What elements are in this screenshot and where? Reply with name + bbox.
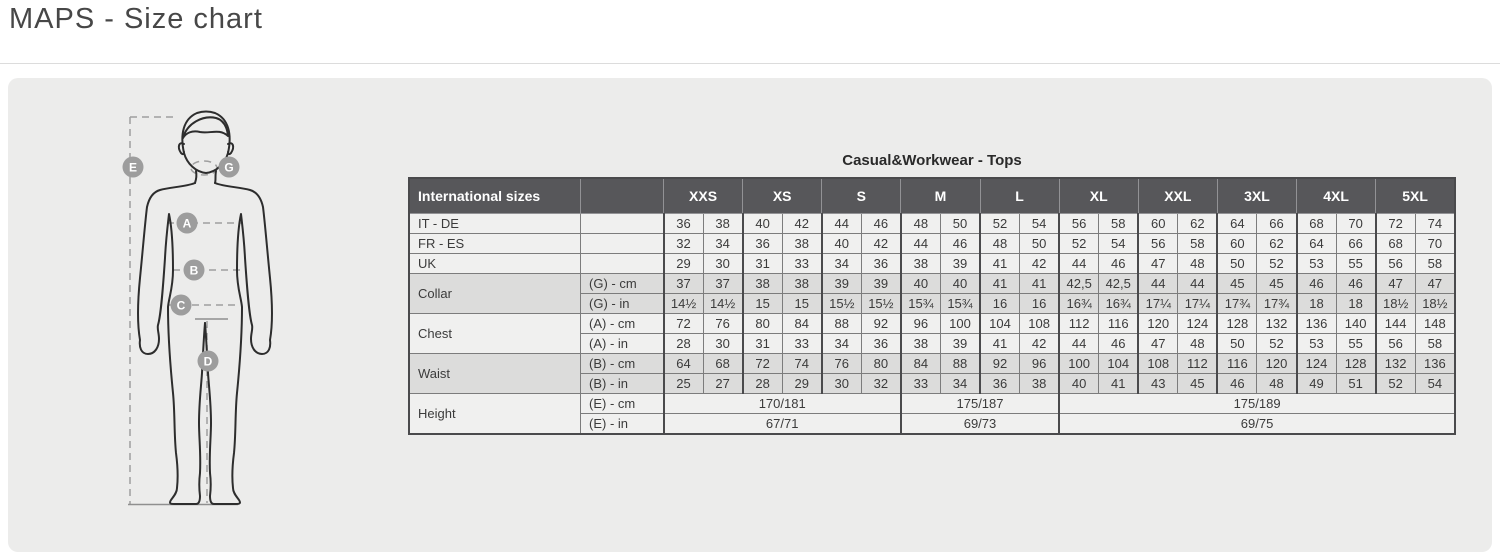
size-value: 52	[1257, 254, 1297, 274]
chest-marker	[177, 213, 198, 234]
size-value: 38	[743, 274, 783, 294]
size-value: 128	[1336, 354, 1376, 374]
size-value: 120	[1257, 354, 1297, 374]
size-value: 17¾	[1257, 294, 1297, 314]
size-row	[409, 274, 1455, 294]
size-value: 36	[664, 214, 704, 234]
size-value: 41	[980, 254, 1020, 274]
unit-label	[581, 254, 664, 274]
size-value: 15¾	[901, 294, 941, 314]
size-value: 30	[703, 254, 743, 274]
inseam-marker-label: D	[203, 354, 213, 369]
chest-marker-label: A	[182, 216, 192, 231]
size-value: 27	[703, 374, 743, 394]
size-header-l: L	[980, 178, 1059, 214]
waist-marker-label: B	[189, 263, 199, 278]
size-value: 15	[743, 294, 783, 314]
size-value: 76	[822, 354, 862, 374]
size-value: 41	[1099, 374, 1139, 394]
size-value: 46	[1217, 374, 1257, 394]
size-value: 64	[1217, 214, 1257, 234]
size-value: 47	[1138, 334, 1178, 354]
size-value: 15	[782, 294, 822, 314]
size-value: 72	[743, 354, 783, 374]
size-value: 144	[1376, 314, 1416, 334]
size-value: 76	[703, 314, 743, 334]
unit-label: (E) - cm	[581, 394, 664, 414]
size-value: 62	[1257, 234, 1297, 254]
size-value: 42	[1020, 334, 1060, 354]
size-value: 100	[940, 314, 980, 334]
size-value: 46	[861, 214, 901, 234]
size-value: 47	[1138, 254, 1178, 274]
size-value: 38	[782, 274, 822, 294]
size-value: 40	[901, 274, 941, 294]
size-header-xxl: XXL	[1138, 178, 1217, 214]
size-value: 60	[1217, 234, 1257, 254]
size-table-header-row	[409, 178, 1455, 214]
size-value: 56	[1376, 334, 1416, 354]
size-row	[409, 394, 1455, 414]
size-value: 72	[1376, 214, 1416, 234]
size-value: 16¾	[1059, 294, 1099, 314]
size-value: 18½	[1415, 294, 1455, 314]
unit-label: (E) - in	[581, 414, 664, 435]
figure-right-body	[205, 183, 272, 504]
size-value: 116	[1099, 314, 1139, 334]
size-value: 34	[822, 254, 862, 274]
size-header-xl: XL	[1059, 178, 1138, 214]
size-value: 54	[1020, 214, 1060, 234]
size-value: 48	[1178, 254, 1218, 274]
size-value: 136	[1415, 354, 1455, 374]
size-value: 39	[822, 274, 862, 294]
size-value: 33	[901, 374, 941, 394]
page-title: MAPS - Size chart	[9, 3, 263, 35]
size-value: 48	[1178, 334, 1218, 354]
size-value: 40	[743, 214, 783, 234]
size-value: 14½	[703, 294, 743, 314]
size-value: 84	[782, 314, 822, 334]
size-value: 51	[1336, 374, 1376, 394]
inseam-marker	[198, 351, 219, 372]
size-header-4xl: 4XL	[1297, 178, 1376, 214]
size-value: 124	[1297, 354, 1337, 374]
size-value: 38	[901, 254, 941, 274]
size-value: 124	[1178, 314, 1218, 334]
size-value: 84	[901, 354, 941, 374]
size-value: 108	[1020, 314, 1060, 334]
collar-marker	[219, 157, 240, 178]
unit-label	[581, 214, 664, 234]
size-value: 132	[1376, 354, 1416, 374]
size-value: 47	[1415, 274, 1455, 294]
size-table-title: Casual&Workwear - Tops	[842, 152, 1022, 169]
size-value: 56	[1138, 234, 1178, 254]
size-value: 31	[743, 254, 783, 274]
header-divider	[0, 63, 1500, 64]
size-value: 80	[743, 314, 783, 334]
size-value: 46	[1336, 274, 1376, 294]
size-value: 45	[1178, 374, 1218, 394]
size-value: 53	[1297, 254, 1337, 274]
size-value: 49	[1297, 374, 1337, 394]
height-range: 175/189	[1059, 394, 1455, 414]
size-value: 116	[1217, 354, 1257, 374]
size-value: 66	[1336, 234, 1376, 254]
size-value: 15½	[822, 294, 862, 314]
size-value: 44	[1178, 274, 1218, 294]
size-value: 36	[861, 334, 901, 354]
size-value: 64	[1297, 234, 1337, 254]
size-value: 36	[980, 374, 1020, 394]
size-value: 17¼	[1178, 294, 1218, 314]
height-range: 175/187	[901, 394, 1059, 414]
size-value: 60	[1138, 214, 1178, 234]
size-value: 38	[901, 334, 941, 354]
size-value: 40	[940, 274, 980, 294]
size-value: 80	[861, 354, 901, 374]
size-value: 132	[1257, 314, 1297, 334]
size-value: 128	[1217, 314, 1257, 334]
size-value: 45	[1217, 274, 1257, 294]
row-label: UK	[409, 254, 581, 274]
size-value: 41	[980, 274, 1020, 294]
size-value: 14½	[664, 294, 704, 314]
size-value: 64	[664, 354, 704, 374]
size-value: 92	[980, 354, 1020, 374]
size-value: 96	[901, 314, 941, 334]
size-value: 68	[1297, 214, 1337, 234]
unit-label: (B) - cm	[581, 354, 664, 374]
size-value: 42	[1020, 254, 1060, 274]
size-value: 46	[1297, 274, 1337, 294]
size-value: 112	[1178, 354, 1218, 374]
size-value: 55	[1336, 334, 1376, 354]
size-value: 44	[901, 234, 941, 254]
size-value: 37	[703, 274, 743, 294]
size-value: 108	[1138, 354, 1178, 374]
size-value: 17¾	[1217, 294, 1257, 314]
height-range: 170/181	[664, 394, 901, 414]
unit-label	[581, 234, 664, 254]
size-value: 40	[1059, 374, 1099, 394]
size-value: 92	[861, 314, 901, 334]
height-marker	[123, 157, 144, 178]
size-value: 70	[1336, 214, 1376, 234]
unit-label: (A) - cm	[581, 314, 664, 334]
size-value: 39	[861, 274, 901, 294]
size-value: 46	[940, 234, 980, 254]
row-label: Collar	[409, 274, 581, 314]
size-table-unit-header	[581, 178, 664, 214]
body-measurement-diagram	[70, 83, 380, 523]
size-value: 74	[782, 354, 822, 374]
size-value: 55	[1336, 254, 1376, 274]
row-label: FR - ES	[409, 234, 581, 254]
size-value: 58	[1415, 334, 1455, 354]
size-value: 66	[1257, 214, 1297, 234]
size-value: 58	[1099, 214, 1139, 234]
size-value: 43	[1138, 374, 1178, 394]
size-value: 54	[1415, 374, 1455, 394]
size-value: 33	[782, 254, 822, 274]
size-value: 88	[822, 314, 862, 334]
size-value: 88	[940, 354, 980, 374]
size-header-m: M	[901, 178, 980, 214]
size-value: 31	[743, 334, 783, 354]
size-value: 36	[743, 234, 783, 254]
size-table	[408, 177, 1456, 435]
size-value: 34	[703, 234, 743, 254]
size-value: 100	[1059, 354, 1099, 374]
size-value: 44	[1059, 254, 1099, 274]
hip-marker	[171, 295, 192, 316]
size-value: 68	[1376, 234, 1416, 254]
size-value: 48	[980, 234, 1020, 254]
size-header-xs: XS	[743, 178, 822, 214]
figure-left-body	[138, 183, 205, 504]
size-value: 34	[940, 374, 980, 394]
size-value: 148	[1415, 314, 1455, 334]
unit-label: (B) - in	[581, 374, 664, 394]
size-value: 45	[1257, 274, 1297, 294]
size-value: 58	[1178, 234, 1218, 254]
size-value: 54	[1099, 234, 1139, 254]
size-value: 53	[1297, 334, 1337, 354]
size-value: 18½	[1376, 294, 1416, 314]
size-value: 28	[743, 374, 783, 394]
size-value: 70	[1415, 234, 1455, 254]
unit-label: (G) - cm	[581, 274, 664, 294]
size-value: 17¼	[1138, 294, 1178, 314]
size-value: 104	[1099, 354, 1139, 374]
size-header-3xl: 3XL	[1217, 178, 1296, 214]
unit-label: (A) - in	[581, 334, 664, 354]
size-value: 25	[664, 374, 704, 394]
size-value: 37	[664, 274, 704, 294]
size-value: 44	[1059, 334, 1099, 354]
figure-hair	[183, 117, 228, 138]
size-value: 136	[1297, 314, 1337, 334]
size-value: 72	[664, 314, 704, 334]
size-value: 48	[901, 214, 941, 234]
size-value: 16	[980, 294, 1020, 314]
size-value: 62	[1178, 214, 1218, 234]
size-table-corner-header: International sizes	[409, 178, 581, 214]
size-value: 42	[782, 214, 822, 234]
size-value: 15¾	[940, 294, 980, 314]
size-value: 29	[664, 254, 704, 274]
size-value: 16	[1020, 294, 1060, 314]
size-row	[409, 214, 1455, 234]
size-value: 52	[980, 214, 1020, 234]
size-value: 47	[1376, 274, 1416, 294]
row-label: Height	[409, 394, 581, 435]
size-value: 36	[861, 254, 901, 274]
size-value: 42,5	[1099, 274, 1139, 294]
size-value: 15½	[861, 294, 901, 314]
size-value: 16¾	[1099, 294, 1139, 314]
size-value: 44	[1138, 274, 1178, 294]
size-value: 50	[940, 214, 980, 234]
row-label: Chest	[409, 314, 581, 354]
size-value: 52	[1059, 234, 1099, 254]
size-value: 104	[980, 314, 1020, 334]
size-row	[409, 354, 1455, 374]
size-value: 44	[822, 214, 862, 234]
size-value: 38	[703, 214, 743, 234]
size-value: 40	[822, 234, 862, 254]
size-value: 50	[1020, 234, 1060, 254]
size-value: 112	[1059, 314, 1099, 334]
size-value: 46	[1099, 254, 1139, 274]
size-value: 74	[1415, 214, 1455, 234]
size-value: 29	[782, 374, 822, 394]
size-value: 96	[1020, 354, 1060, 374]
height-range: 69/73	[901, 414, 1059, 435]
size-header-5xl: 5XL	[1376, 178, 1455, 214]
size-row	[409, 254, 1455, 274]
size-value: 28	[664, 334, 704, 354]
size-value: 38	[1020, 374, 1060, 394]
size-value: 18	[1336, 294, 1376, 314]
height-range: 69/75	[1059, 414, 1455, 435]
size-value: 32	[664, 234, 704, 254]
size-value: 46	[1099, 334, 1139, 354]
size-value: 38	[782, 234, 822, 254]
size-value: 18	[1297, 294, 1337, 314]
size-value: 33	[782, 334, 822, 354]
size-value: 34	[822, 334, 862, 354]
size-value: 41	[1020, 274, 1060, 294]
size-value: 39	[940, 334, 980, 354]
size-row	[409, 314, 1455, 334]
collar-marker-label: G	[224, 160, 234, 175]
size-value: 42,5	[1059, 274, 1099, 294]
size-value: 50	[1217, 254, 1257, 274]
size-chart-panel	[8, 78, 1492, 552]
size-value: 120	[1138, 314, 1178, 334]
height-marker-label: E	[128, 160, 138, 175]
size-value: 140	[1336, 314, 1376, 334]
waist-marker	[184, 260, 205, 281]
size-value: 48	[1257, 374, 1297, 394]
row-label: IT - DE	[409, 214, 581, 234]
row-label: Waist	[409, 354, 581, 394]
size-value: 30	[822, 374, 862, 394]
size-value: 58	[1415, 254, 1455, 274]
hip-marker-label: C	[176, 298, 186, 313]
size-value: 42	[861, 234, 901, 254]
size-header-s: S	[822, 178, 901, 214]
size-value: 68	[703, 354, 743, 374]
unit-label: (G) - in	[581, 294, 664, 314]
size-header-xxs: XXS	[664, 178, 743, 214]
size-value: 41	[980, 334, 1020, 354]
size-value: 30	[703, 334, 743, 354]
size-value: 39	[940, 254, 980, 274]
size-value: 52	[1257, 334, 1297, 354]
size-row	[409, 234, 1455, 254]
size-value: 52	[1376, 374, 1416, 394]
height-range: 67/71	[664, 414, 901, 435]
size-value: 56	[1376, 254, 1416, 274]
size-value: 56	[1059, 214, 1099, 234]
size-value: 32	[861, 374, 901, 394]
size-value: 50	[1217, 334, 1257, 354]
